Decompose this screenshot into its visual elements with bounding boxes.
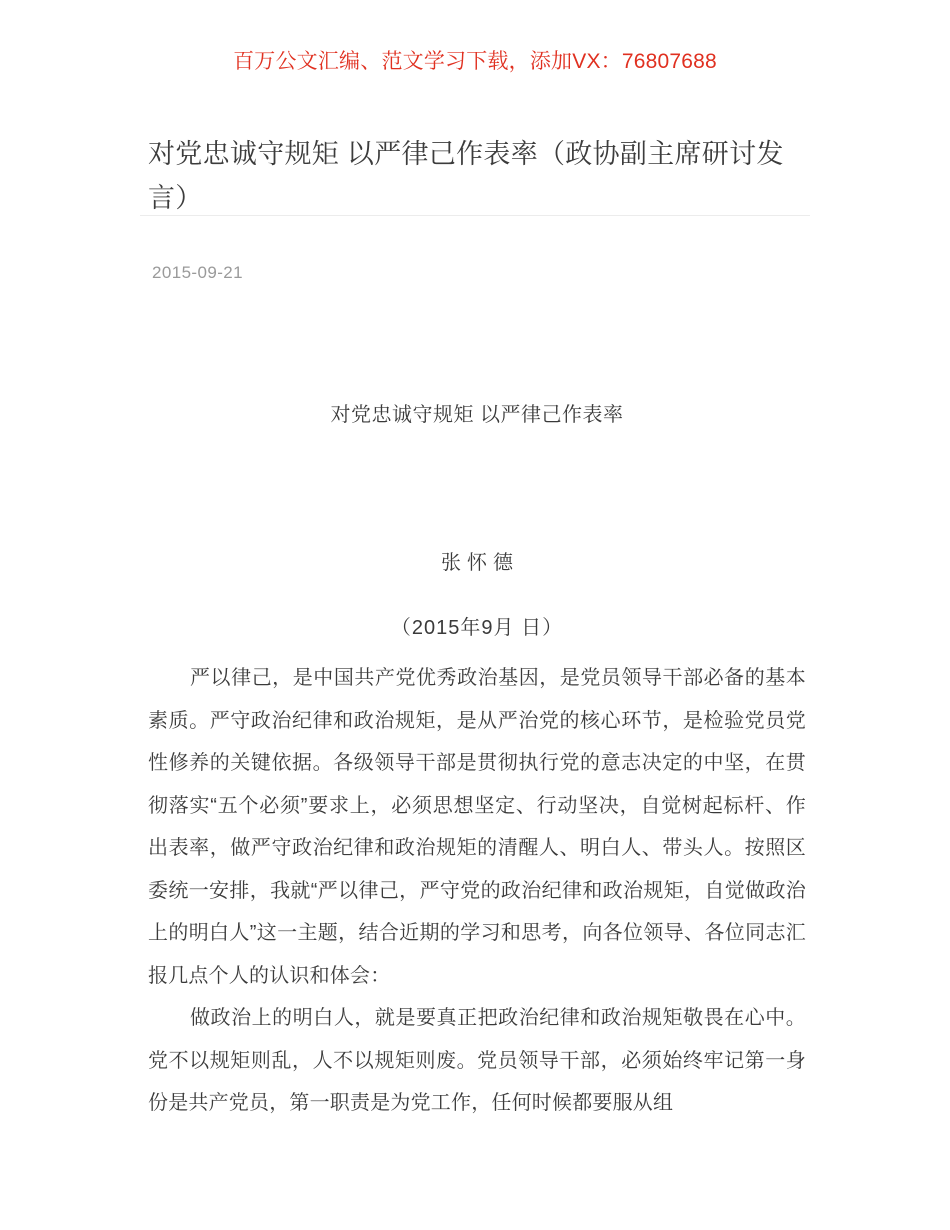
body-paragraph: 做政治上的明白人，就是要真正把政治纪律和政治规矩敬畏在心中。党不以规矩则乱，人不以规矩则废。党员领导干部，必须始终牢记第一身份是共产党员，第一职责是为党工作，任何时候都要服从组 bbox=[148, 1007, 806, 1114]
title-divider bbox=[140, 215, 810, 216]
document-heading: 对党忠诚守规矩 以严律己作表率 bbox=[330, 404, 624, 426]
body-paragraph: 严以律己，是中国共产党优秀政治基因，是党员领导干部必备的基本素质。严守政治纪律和政治规矩，是从严治党的核心环节，是检验党员党性修养的关键依据。各级领导干部是贯彻执行党的意志决定的中坚，在贯彻落实“五个必须”要求上，必须思想坚定、行动坚决，自觉树起标杆、作出表率，做严守政治纪律和政治规矩的清醒人、明白人、带头人。按照区委统一安排，我就“严以律己，严守党的政治纪律和政治规矩，自觉做政治上的明白人”这一主题，结合近期的学习和思考，向各位领导、各位同志汇报几点个人的认识和体会： bbox=[148, 667, 806, 987]
document-sign-date: （2015年9月 日） bbox=[390, 617, 564, 639]
document-author: 张怀德 bbox=[441, 552, 519, 574]
promo-banner-text: 百万公文汇编、范文学习下载，添加VX：76807688 bbox=[233, 50, 717, 73]
document-body bbox=[148, 400, 806, 1125]
publish-date: 2015-09-21 bbox=[152, 263, 243, 282]
page-title: 对党忠诚守规矩 以严律己作表率（政协副主席研讨发言） bbox=[148, 139, 784, 213]
